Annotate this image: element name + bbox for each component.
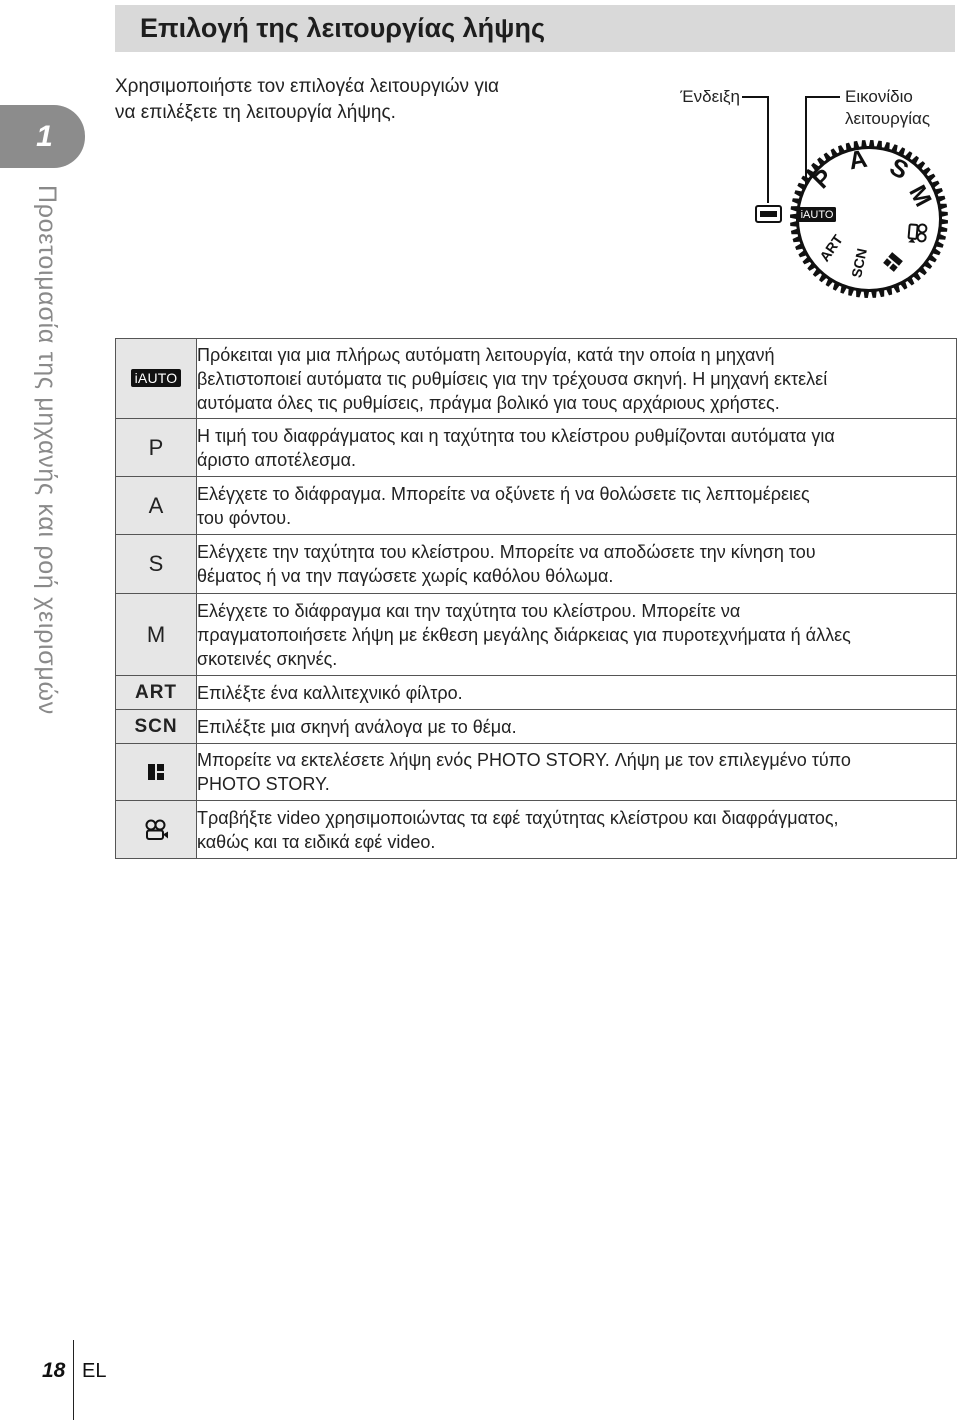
dial-mark-iauto: iAUTO [800,209,834,221]
dial-mark-a: A [846,144,870,176]
mode-description [197,419,957,477]
index-bar [760,211,777,217]
table-row [116,339,957,419]
description-line: Μπορείτε να εκτελέσετε λήψη ενός PHOTO STORY. Λήψη με τον επιλεγμένο τύπο [197,750,851,770]
dial-mark-scn: SCN [848,246,870,280]
chapter-number: 1 [36,120,53,153]
description-line: άριστο αποτέλεσμα. [197,449,356,470]
mode-description [197,676,957,710]
description-line: θέματος ή να την παγώσετε χωρίς καθόλου θόλωμα. [197,566,614,586]
mode-label-cell [116,419,197,477]
description-line: Ελέγχετε το διάφραγμα και την ταχύτητα του κλείστρου. Μπορείτε να [197,600,741,621]
mode-label-s: S [148,551,164,576]
description-line: πραγματοποιήσετε λήψη με έκθεση μεγάλης διάρκειας για πυροτεχνήματα ή άλλες [197,624,851,645]
intro-line: να επιλέξετε τη λειτουργία λήψης. [115,102,396,123]
mode-label-cell [116,339,197,419]
description-line: Επιλέξτε μια σκηνή ανάλογα με το θέμα. [197,716,517,737]
indicator-leader-line [742,97,768,203]
dial-mark-art: ART [816,231,846,265]
mode-description [197,594,957,676]
mode-description [197,339,957,419]
chapter-title: Προετοιμασία της μηχανής και ροή χειρισμών [33,185,61,715]
mode-description [197,801,957,859]
mode-icon-label-line: λειτουργίας [845,109,931,128]
mode-label-m: M [146,621,166,647]
mode-label-cell [116,477,197,535]
intro-line: Χρησιμοποιήστε τον επιλογέα λειτουργιών για [115,76,500,97]
dial-mark-m: M [903,180,937,212]
section-header [115,5,955,52]
shooting-modes-table [115,338,957,859]
mode-label-p: P [148,434,164,460]
description-line: σκοτεινές σκηνές. [197,648,338,669]
description-line: PHOTO STORY. [197,774,330,794]
mode-label-cell [116,801,197,859]
table-row [116,594,957,676]
description-line: Επιλέξτε ένα καλλιτεχνικό φίλτρο. [197,682,463,703]
mode-description [197,477,957,535]
indicator-label: Ένδειξη [680,87,740,106]
table-row [116,477,957,535]
mode-label-cell [116,676,197,710]
table-row [116,744,957,801]
mode-label-a: A [148,492,164,518]
dial-mark-s: S [885,152,913,186]
description-line: αυτόματα όλες τις ρυθμίσεις, πράγμα βολικό για τους αρχάριους χρήστες. [197,392,780,413]
language-code: EL [82,1360,107,1382]
dial-mark-p: P [807,163,839,195]
description-line: Ελέγχετε το διάφραγμα. Μπορείτε να οξύνετε ή να θολώσετε τις λεπτομέρειες [197,483,810,504]
page-number: 18 [42,1359,66,1382]
photo-story-icon [147,763,165,781]
table-row [116,535,957,594]
description-line: Πρόκειται για μια πλήρως αυτόματη λειτουργία, κατά την οποία η μηχανή [197,344,775,365]
mode-label-art: ART [134,681,178,703]
table-row [116,801,957,859]
mode-label-scn: SCN [134,715,178,737]
iauto-icon: iAUTO [131,369,182,387]
mode-icon-label [845,86,930,130]
mode-label-cell [116,535,197,594]
mode-description [197,710,957,744]
mode-icon-label-line: Εικονίδιο [845,87,913,106]
description-line: Τραβήξτε video χρησιμοποιώντας τα εφέ ταχύτητας κλείστρου και διαφράγματος, [197,807,839,828]
mode-description [197,535,957,594]
description-line: του φόντου. [197,507,292,528]
table-row [116,419,957,477]
mode-description [197,744,957,801]
description-line: Ελέγχετε την ταχύτητα του κλείστρου. Μπορείτε να αποδώσετε την κίνηση του [197,542,816,562]
description-line: βελτιστοποιεί αυτόματα τις ρυθμίσεις για την τρέχουσα σκηνή. Η μηχανή εκτελεί [197,368,828,389]
movie-icon [143,819,169,841]
page-title: Επιλογή της λειτουργίας λήψης [140,13,546,43]
mode-label-cell [116,710,197,744]
intro-text [115,74,499,126]
table-row [116,676,957,710]
description-line: καθώς και τα ειδικά εφέ video. [197,831,436,852]
table-row [116,710,957,744]
description-line: Η τιμή του διαφράγματος και η ταχύτητα του κλείστρου ρυθμίζονται αυτόματα για [197,425,835,446]
footer-divider [73,1340,74,1420]
chapter-tab [0,105,85,168]
mode-label-cell [116,744,197,801]
mode-dial [779,129,959,309]
mode-label-cell [116,594,197,676]
